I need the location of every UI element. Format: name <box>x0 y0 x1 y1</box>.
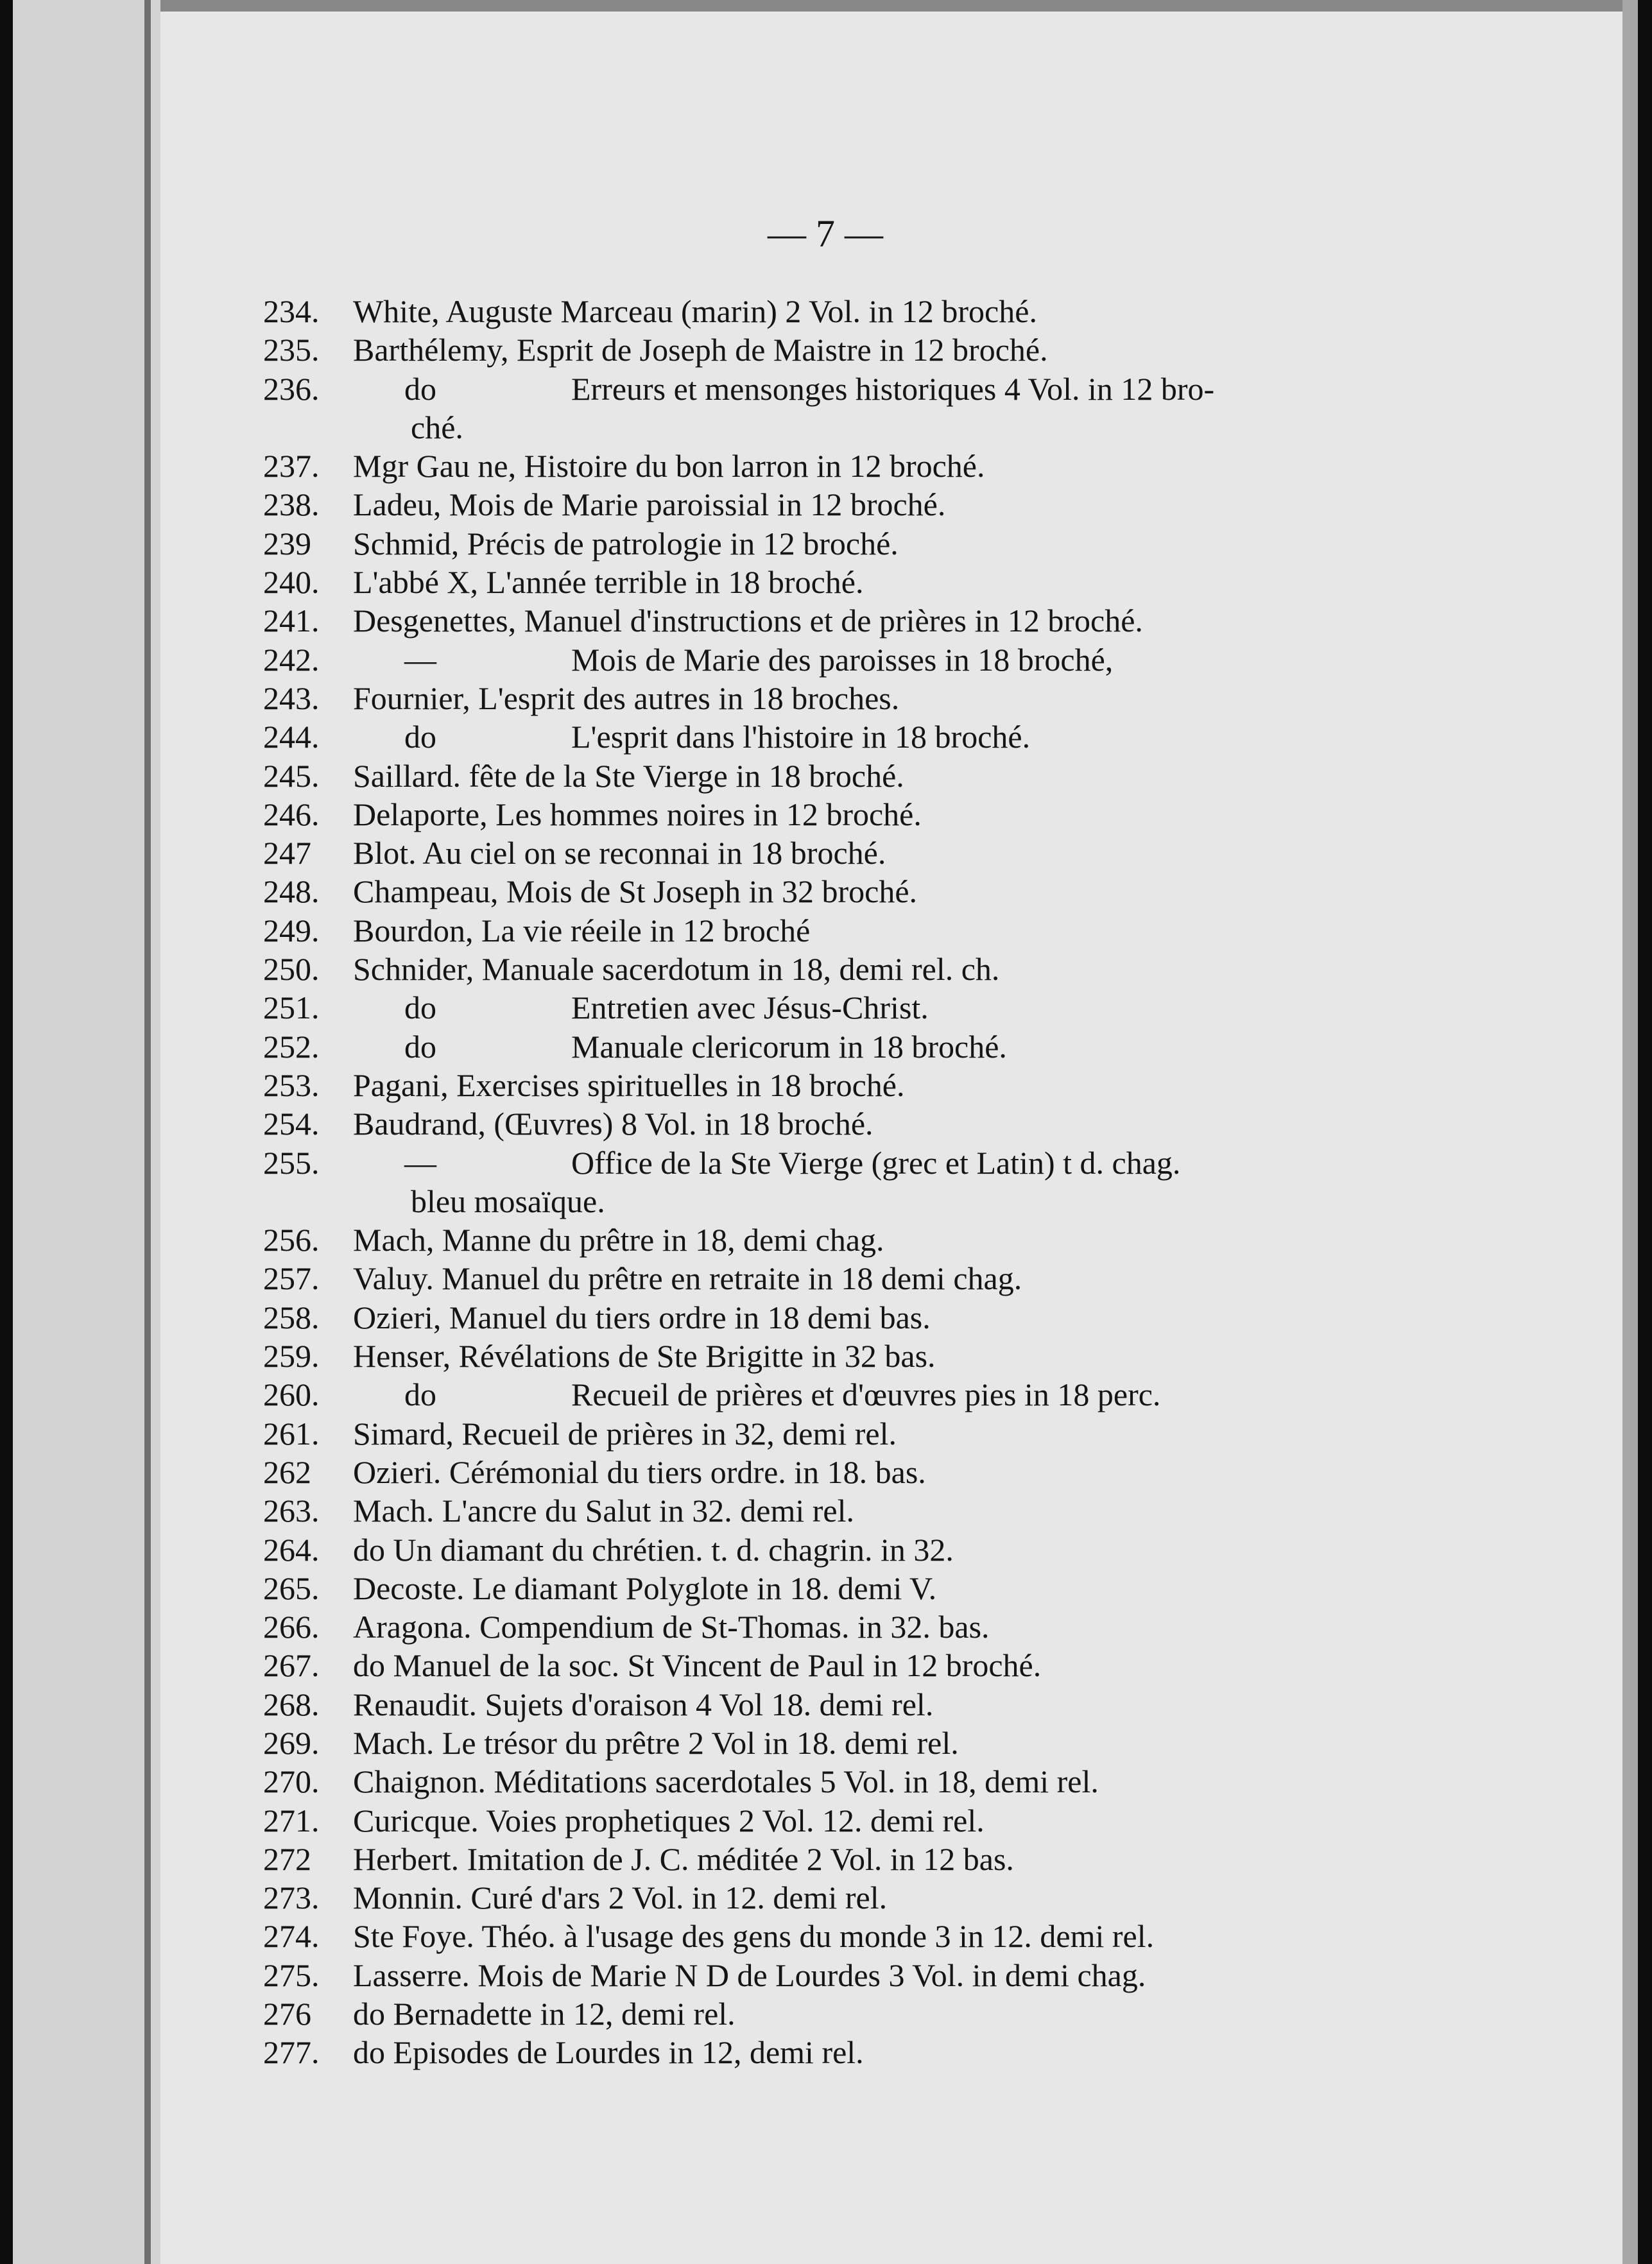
catalog-entry <box>13 1840 1638 1878</box>
entry-text: Ozieri, Manuel du tiers ordre in 18 demi bas. <box>353 1299 931 1335</box>
entry-text: Bourdon, La vie réeile in 12 broché <box>353 912 811 948</box>
entry-number: 234. <box>263 293 320 329</box>
page-number: — 7 — <box>768 212 883 255</box>
entry-text: White, Auguste Marceau (marin) 2 Vol. in 12 broché. <box>353 293 1037 329</box>
catalog-entry <box>13 1298 1638 1337</box>
entry-text: Blot. Au ciel on se reconnai in 18 broché. <box>353 835 886 871</box>
catalog-entry <box>13 1104 1638 1143</box>
entry-number: 260. <box>263 1376 320 1413</box>
entry-number: 265. <box>263 1570 320 1606</box>
entry-number: 254. <box>263 1106 320 1142</box>
catalog-entry <box>13 1917 1638 1955</box>
entry-number: 255. <box>263 1144 320 1181</box>
entry-text: Ste Foye. Théo. à l'usage des gens du monde 3 in 12. demi rel. <box>353 1918 1155 1955</box>
entry-text: Champeau, Mois de St Joseph in 32 broché. <box>353 873 918 910</box>
entry-number: 269. <box>263 1724 320 1761</box>
entry-number: 273. <box>263 1880 320 1916</box>
entry-text: Valuy. Manuel du prêtre en retraite in 18 demi chag. <box>353 1260 1022 1297</box>
entry-text: do Manuel de la soc. St Vincent de Paul in 12 broché. <box>353 1647 1042 1684</box>
catalog-entry <box>13 717 1638 756</box>
entry-text: Barthélemy, Esprit de Joseph de Maistre in 12 broché. <box>353 332 1048 368</box>
entry-text: Renaudit. Sujets d'oraison 4 Vol 18. demi rel. <box>353 1686 934 1722</box>
entry-number: 241. <box>263 603 320 639</box>
catalog-entry <box>13 757 1638 795</box>
entry-text: Simard, Recueil de prières in 32, demi rel. <box>353 1415 897 1452</box>
entry-number: 253. <box>263 1067 320 1103</box>
catalog-entry <box>13 1144 1638 1221</box>
catalog-entry <box>13 1491 1638 1530</box>
catalog-entry <box>13 1956 1638 1994</box>
entry-number: 277. <box>263 2034 320 2071</box>
catalog-entry <box>13 834 1638 872</box>
entry-text: Mois de Marie des paroisses in 18 broché, <box>571 641 1114 678</box>
entry-ditto-mark: do <box>404 990 436 1026</box>
entry-number: 258. <box>263 1299 320 1335</box>
entry-number: 239 <box>263 525 311 562</box>
entry-text: Ozieri. Cérémonial du tiers ordre. in 18. bas. <box>353 1454 926 1490</box>
entry-number: 263. <box>263 1493 320 1529</box>
entry-continuation: bleu mosaïque. <box>411 1183 605 1219</box>
catalog-entry <box>13 988 1638 1027</box>
entry-number: 242. <box>263 641 320 678</box>
entry-ditto-mark: do <box>404 719 436 755</box>
entry-ditto-mark: do <box>404 1376 436 1413</box>
entry-text: Recueil de prières et d'œuvres pies in 18 perc. <box>571 1376 1161 1413</box>
entry-number: 262 <box>263 1454 311 1490</box>
catalog-entry <box>13 950 1638 988</box>
catalog-entry <box>13 1569 1638 1608</box>
entry-number: 267. <box>263 1647 320 1684</box>
entry-number: 246. <box>263 796 320 832</box>
entry-number: 249. <box>263 912 320 948</box>
entry-number: 236. <box>263 370 320 407</box>
catalog-entry <box>13 447 1638 485</box>
entry-number: 261. <box>263 1415 320 1452</box>
catalog-entry <box>13 2033 1638 2071</box>
entry-text: Schnider, Manuale sacerdotum in 18, demi rel. ch. <box>353 951 1000 988</box>
entry-number: 252. <box>263 1028 320 1065</box>
catalog-entry <box>13 872 1638 911</box>
catalog-entry <box>13 370 1638 447</box>
entry-ditto-mark: — <box>404 1144 436 1181</box>
entry-text: Aragona. Compendium de St-Thomas. in 32. bas. <box>353 1609 990 1645</box>
entry-text: Mach. L'ancre du Salut in 32. demi rel. <box>353 1493 855 1529</box>
entry-text: Manuale clericorum in 18 broché. <box>571 1028 1007 1065</box>
entry-text: Henser, Révélations de Ste Brigitte in 32 bas. <box>353 1338 936 1375</box>
entry-text: Delaporte, Les hommes noires in 12 broché. <box>353 796 922 832</box>
entry-ditto-mark: do <box>404 1028 436 1065</box>
entry-text: Mach, Manne du prêtre in 18, demi chag. <box>353 1222 884 1258</box>
entry-text: do Bernadette in 12, demi rel. <box>353 1996 736 2032</box>
entry-text: Office de la Ste Vierge (grec et Latin) t d. chag. <box>571 1144 1181 1181</box>
catalog-entry <box>13 1762 1638 1801</box>
entry-ditto-mark: — <box>404 641 436 678</box>
entry-number: 276 <box>263 1996 311 2032</box>
entry-number: 272 <box>263 1840 311 1877</box>
catalog-entry <box>13 1375 1638 1414</box>
entry-text: Mgr Gau ne, Histoire du bon larron in 12 broché. <box>353 448 985 485</box>
entry-number: 235. <box>263 332 320 368</box>
entry-text: Entretien avec Jésus-Christ. <box>571 990 929 1026</box>
catalog-entry <box>13 563 1638 601</box>
catalog-entry <box>13 640 1638 679</box>
entry-text: Herbert. Imitation de J. C. méditée 2 Vol. in 12 bas. <box>353 1840 1014 1877</box>
entry-text: Erreurs et mensonges historiques 4 Vol. in 12 bro- <box>571 370 1215 407</box>
catalog-entry <box>13 292 1638 330</box>
catalog-entry <box>13 795 1638 834</box>
entry-text: Chaignon. Méditations sacerdotales 5 Vol. in 18, demi rel. <box>353 1763 1099 1800</box>
entry-number: 247 <box>263 835 311 871</box>
entry-number: 238. <box>263 486 320 523</box>
catalog-page <box>13 0 1638 2264</box>
entry-text: Baudrand, (Œuvres) 8 Vol. in 18 broché. <box>353 1106 873 1142</box>
entry-text: L'esprit dans l'histoire in 18 broché. <box>571 719 1031 755</box>
catalog-entry <box>13 1453 1638 1491</box>
page-top-shadow <box>13 0 1638 12</box>
catalog-entries <box>13 292 1638 2072</box>
entry-number: 256. <box>263 1222 320 1258</box>
catalog-entry <box>13 1994 1638 2033</box>
entry-text: Decoste. Le diamant Polyglote in 18. demi V. <box>353 1570 937 1606</box>
entry-number: 251. <box>263 990 320 1026</box>
entry-number: 244. <box>263 719 320 755</box>
entry-text: Lasserre. Mois de Marie N D de Lourdes 3 Vol. in demi chag. <box>353 1957 1146 1993</box>
entry-number: 243. <box>263 680 320 716</box>
entry-ditto-mark: do <box>404 370 436 407</box>
catalog-entry <box>13 524 1638 563</box>
entry-text: do Episodes de Lourdes in 12, demi rel. <box>353 2034 864 2071</box>
entry-continuation: ché. <box>411 409 463 445</box>
entry-number: 264. <box>263 1531 320 1568</box>
catalog-entry <box>13 1027 1638 1066</box>
catalog-entry <box>13 1608 1638 1646</box>
catalog-entry <box>13 1646 1638 1685</box>
entry-number: 270. <box>263 1763 320 1800</box>
entry-text: Desgenettes, Manuel d'instructions et de prières in 12 broché. <box>353 603 1143 639</box>
entry-text: Fournier, L'esprit des autres in 18 broches. <box>353 680 900 716</box>
catalog-entry <box>13 485 1638 524</box>
entry-number: 274. <box>263 1918 320 1955</box>
catalog-entry <box>13 1878 1638 1917</box>
entry-text: Curicque. Voies prophetiques 2 Vol. 12. demi rel. <box>353 1802 985 1839</box>
entry-number: 240. <box>263 564 320 601</box>
catalog-entry <box>13 1531 1638 1569</box>
catalog-entry <box>13 1337 1638 1375</box>
catalog-entry <box>13 1414 1638 1453</box>
catalog-entry <box>13 1259 1638 1298</box>
entry-number: 268. <box>263 1686 320 1722</box>
entry-text: Ladeu, Mois de Marie paroissial in 12 broché. <box>353 486 946 523</box>
entry-number: 237. <box>263 448 320 485</box>
catalog-entry <box>13 911 1638 950</box>
entry-text: Saillard. fête de la Ste Vierge in 18 broché. <box>353 757 904 794</box>
entry-number: 259. <box>263 1338 320 1375</box>
entry-number: 257. <box>263 1260 320 1297</box>
entry-number: 271. <box>263 1802 320 1839</box>
entry-text: Pagani, Exercises spirituelles in 18 broché. <box>353 1067 905 1103</box>
entry-number: 250. <box>263 951 320 988</box>
entry-text: Monnin. Curé d'ars 2 Vol. in 12. demi rel. <box>353 1880 888 1916</box>
catalog-entry <box>13 601 1638 640</box>
catalog-entry <box>13 1801 1638 1840</box>
catalog-entry <box>13 330 1638 369</box>
entry-number: 266. <box>263 1609 320 1645</box>
entry-text: L'abbé X, L'année terrible in 18 broché. <box>353 564 864 601</box>
entry-text: Mach. Le trésor du prêtre 2 Vol in 18. demi rel. <box>353 1724 959 1761</box>
entry-number: 275. <box>263 1957 320 1993</box>
catalog-entry <box>13 1066 1638 1104</box>
catalog-entry <box>13 679 1638 717</box>
entry-text: Schmid, Précis de patrologie in 12 broché. <box>353 525 899 562</box>
catalog-entry <box>13 1724 1638 1762</box>
entry-number: 248. <box>263 873 320 910</box>
catalog-entry <box>13 1685 1638 1724</box>
catalog-entry <box>13 1221 1638 1259</box>
entry-number: 245. <box>263 757 320 794</box>
entry-text: do Un diamant du chrétien. t. d. chagrin. in 32. <box>353 1531 954 1568</box>
